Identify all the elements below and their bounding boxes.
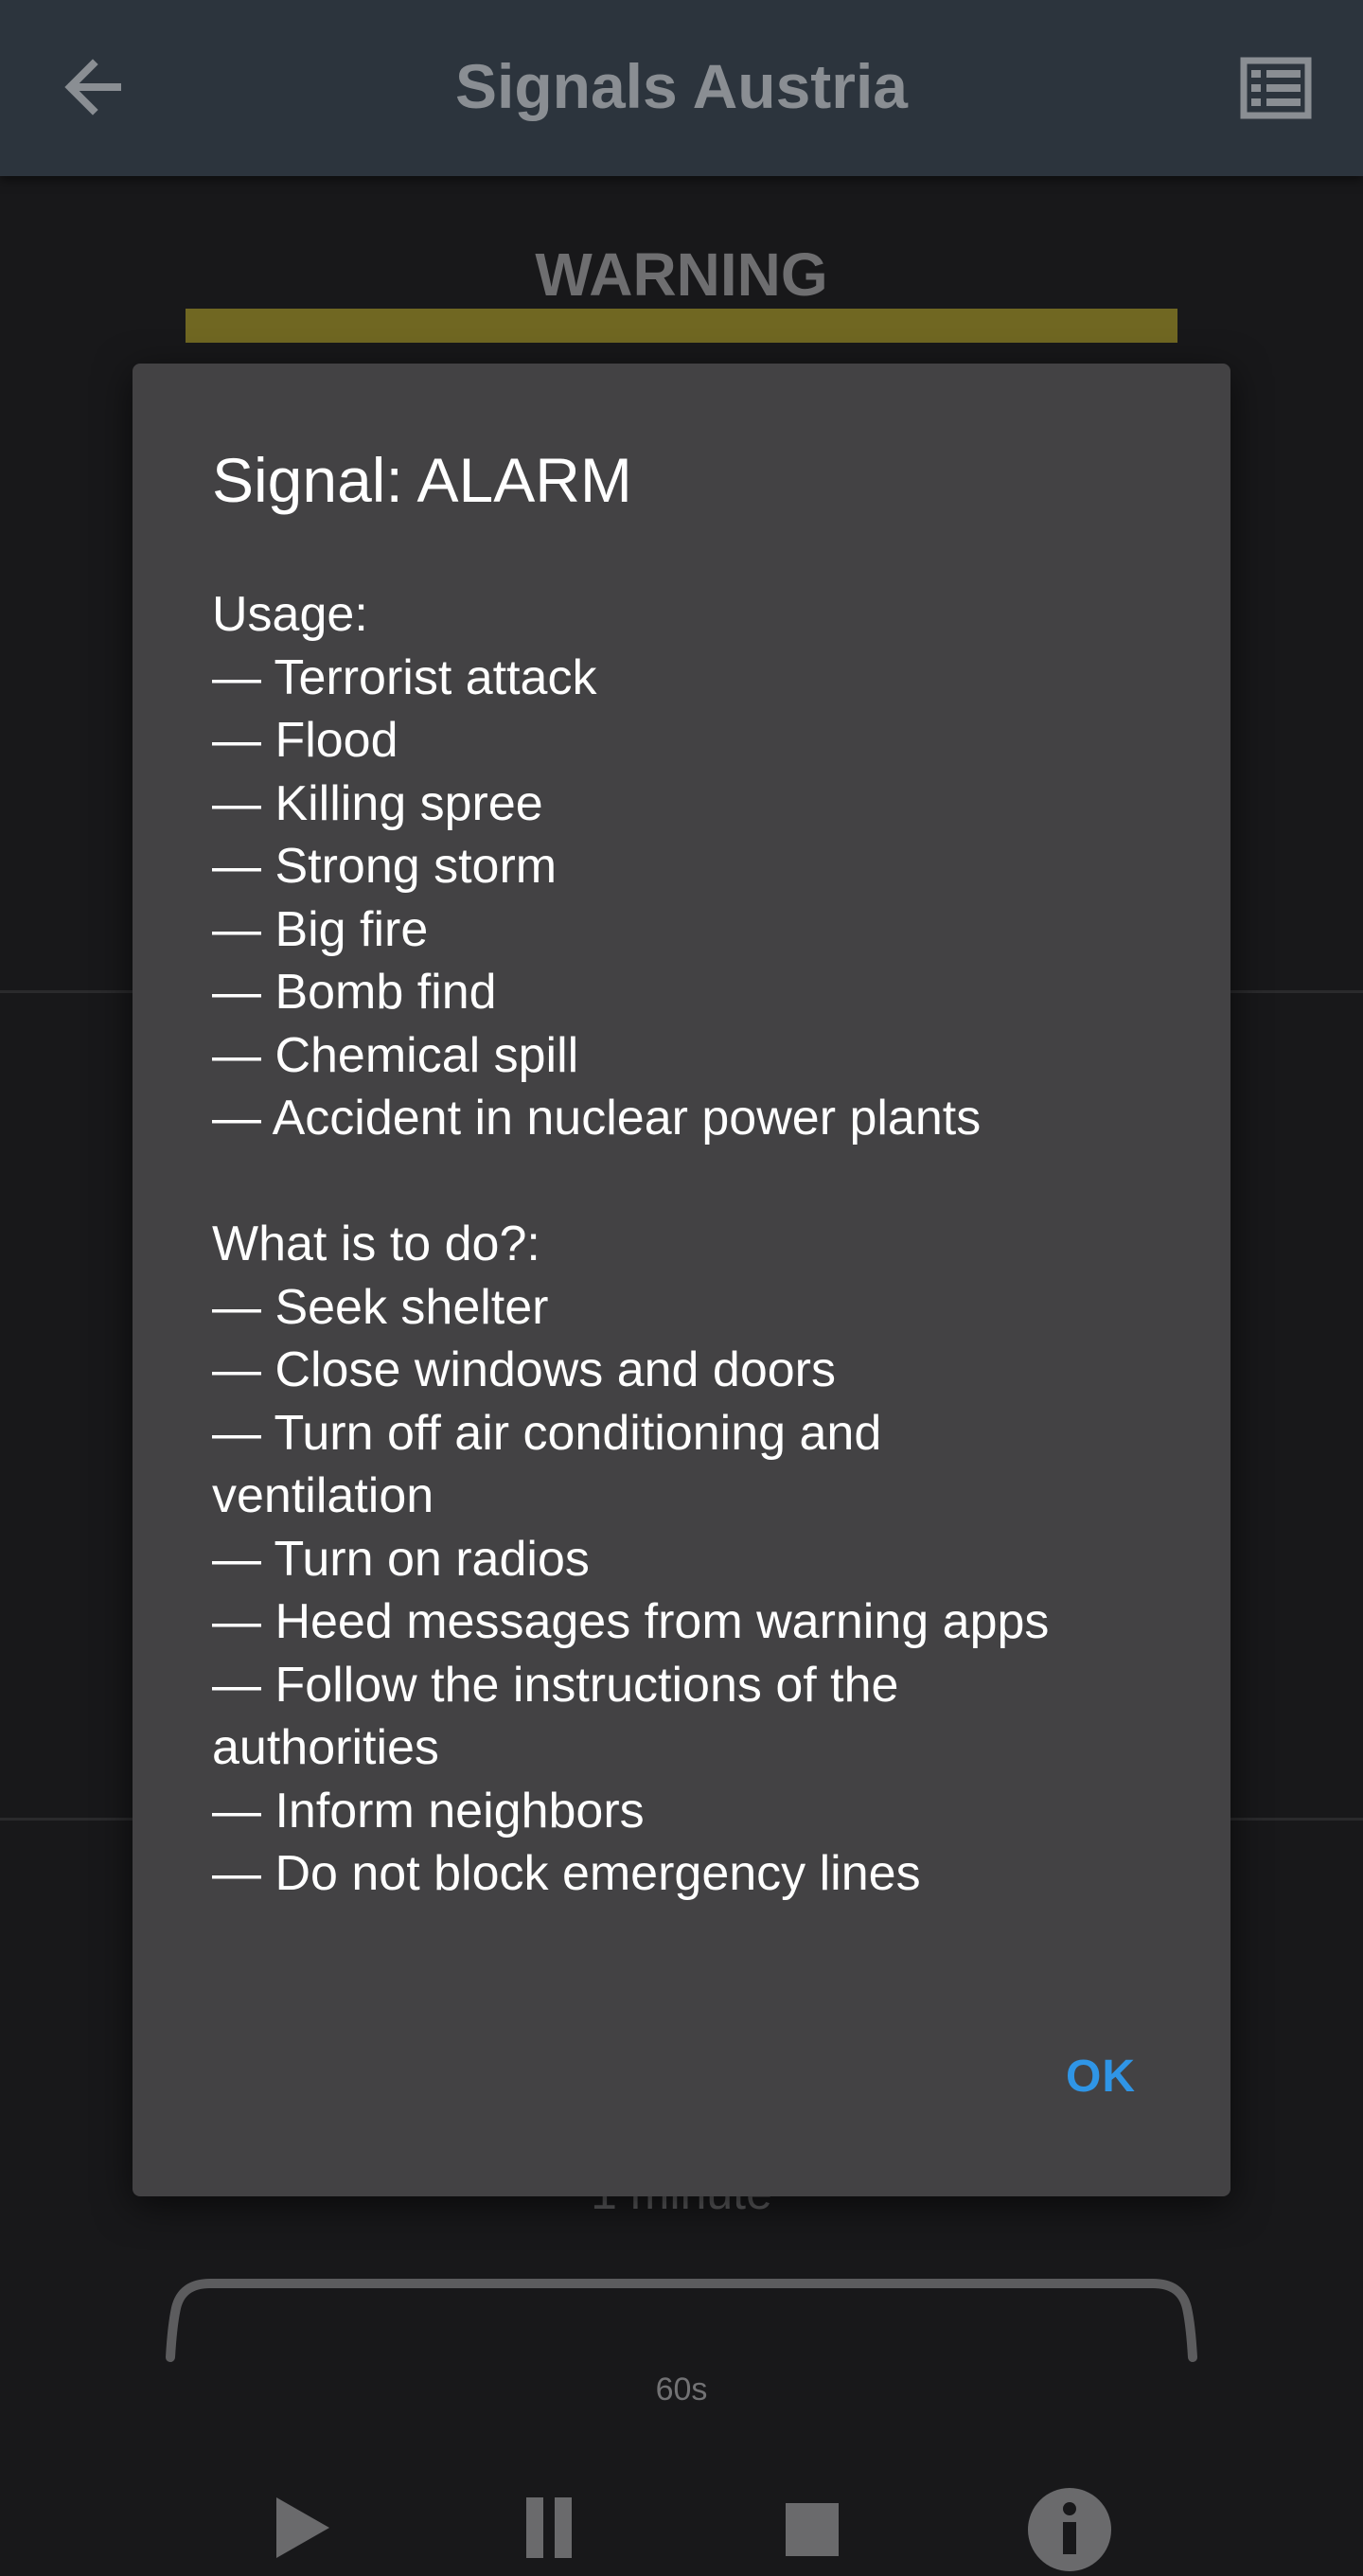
- usage-heading: Usage:: [212, 587, 368, 642]
- pause-icon[interactable]: [519, 2480, 613, 2575]
- todo-item: — Turn off air conditioning and ventilation: [212, 1405, 882, 1523]
- app-bar: [0, 0, 1363, 176]
- todo-item: — Inform neighbors: [212, 1783, 645, 1839]
- playback-controls: [0, 2480, 1363, 2575]
- dialog-message: [212, 583, 1168, 1906]
- info-icon[interactable]: [1022, 2480, 1117, 2575]
- todo-item: — Do not block emergency lines: [212, 1846, 921, 1901]
- list-icon[interactable]: [1238, 55, 1314, 121]
- usage-item: — Flood: [212, 713, 398, 768]
- todo-item: — Follow the instructions of the authorities: [212, 1657, 899, 1775]
- stop-icon[interactable]: [778, 2480, 873, 2575]
- status-title: WARNING: [535, 240, 828, 309]
- todo-item: — Seek shelter: [212, 1279, 549, 1335]
- status-color-bar: [186, 309, 1177, 343]
- ok-button[interactable]: OK: [1066, 2052, 1136, 2102]
- usage-item: — Terrorist attack: [212, 649, 597, 705]
- usage-item: — Accident in nuclear power plants: [212, 1091, 982, 1146]
- app-title: Signals Austria: [454, 51, 909, 121]
- signal-info-dialog: [133, 364, 1230, 2196]
- todo-item: — Turn on radios: [212, 1531, 590, 1587]
- timer-progress-bracket: [161, 2272, 1202, 2367]
- dialog-title: Signal: ALARM: [212, 445, 632, 515]
- usage-item: — Bomb find: [212, 965, 497, 1020]
- todo-item: — Heed messages from warning apps: [212, 1594, 1050, 1649]
- usage-item: — Chemical spill: [212, 1027, 579, 1083]
- todo-heading: What is to do?:: [212, 1217, 540, 1271]
- usage-item: — Strong storm: [212, 839, 558, 894]
- usage-item: — Big fire: [212, 901, 429, 957]
- play-icon[interactable]: [261, 2480, 356, 2575]
- timer-label: 60s: [655, 2372, 708, 2407]
- todo-item: — Close windows and doors: [212, 1342, 836, 1397]
- usage-item: — Killing spree: [212, 775, 543, 831]
